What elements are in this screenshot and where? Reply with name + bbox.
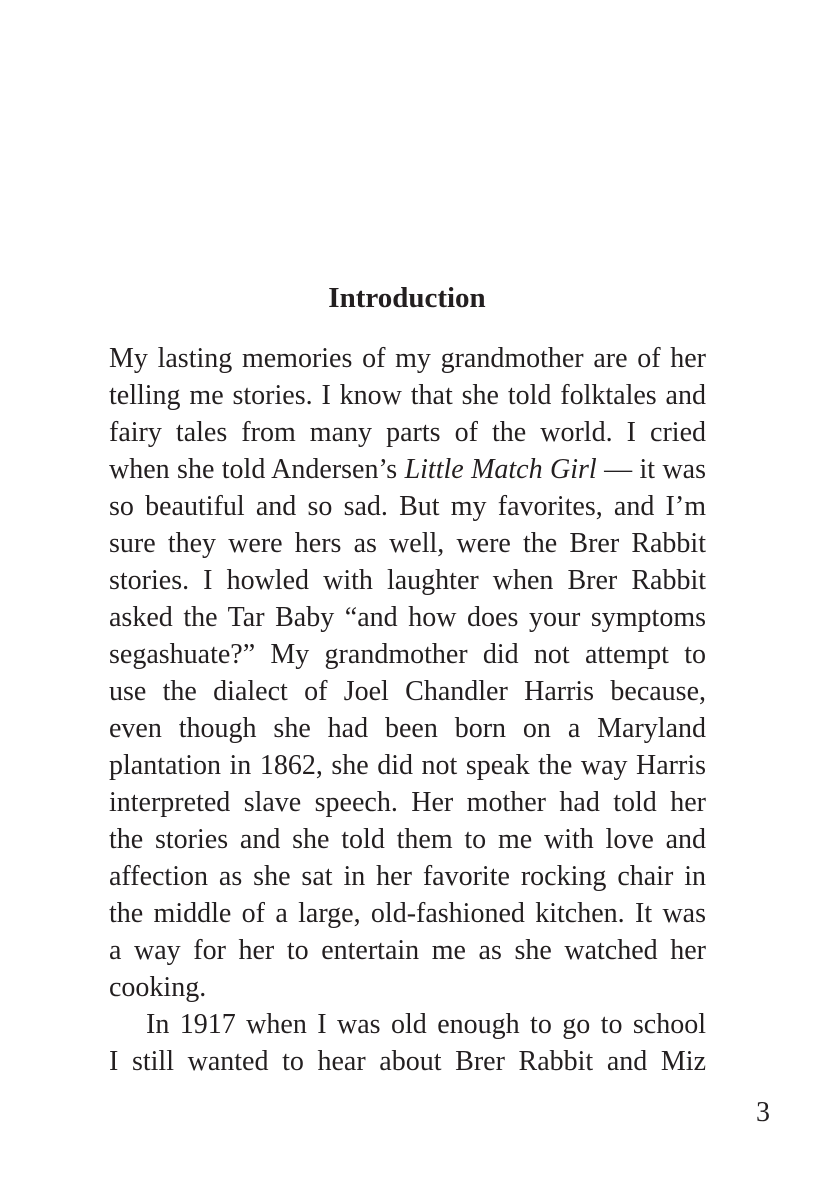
text-line: a way for her to entertain me as she watched her <box>109 935 706 966</box>
text-segment: when she told Andersen’s <box>109 454 405 485</box>
text-line: affection as she sat in her favorite rocking chair in <box>109 861 706 892</box>
text-line: I still wanted to hear about Brer Rabbit and Miz <box>109 1046 706 1077</box>
text-line: segashuate?” My grandmother did not attempt to <box>109 639 706 670</box>
text-line: the stories and she told them to me with love and <box>109 824 706 855</box>
text-line: stories. I howled with laughter when Brer Rabbit <box>109 565 706 596</box>
text-line: interpreted slave speech. Her mother had told her <box>109 787 706 818</box>
paragraph-2 <box>109 1006 706 1080</box>
text-line: even though she had been born on a Maryland <box>109 713 706 744</box>
text-line: cooking. <box>109 972 207 1003</box>
text-line: the middle of a large, old-fashioned kitchen. It was <box>109 898 706 929</box>
text-line: telling me stories. I know that she told folktales and <box>109 380 706 411</box>
text-line: so beautiful and so sad. But my favorites, and I’m <box>109 491 706 522</box>
text-line: plantation in 1862, she did not speak the way Harris <box>109 750 706 781</box>
body-text <box>109 340 706 1080</box>
page-number: 3 <box>756 1097 770 1128</box>
text-line: use the dialect of Joel Chandler Harris because, <box>109 676 706 707</box>
book-title-italic: Little Match Girl <box>404 454 597 485</box>
paragraph-1 <box>109 340 706 1006</box>
text-segment: — it was <box>596 454 706 485</box>
text-line: fairy tales from many parts of the world. I cried <box>109 417 706 448</box>
chapter-title: Introduction <box>328 282 486 314</box>
text-line: sure they were hers as well, were the Brer Rabbit <box>109 528 706 559</box>
text-line: In 1917 when I was old enough to go to school <box>146 1009 706 1040</box>
text-line: asked the Tar Baby “and how does your symptoms <box>109 602 706 633</box>
text-line <box>109 451 706 488</box>
text-line: My lasting memories of my grandmother are of her <box>109 343 706 374</box>
